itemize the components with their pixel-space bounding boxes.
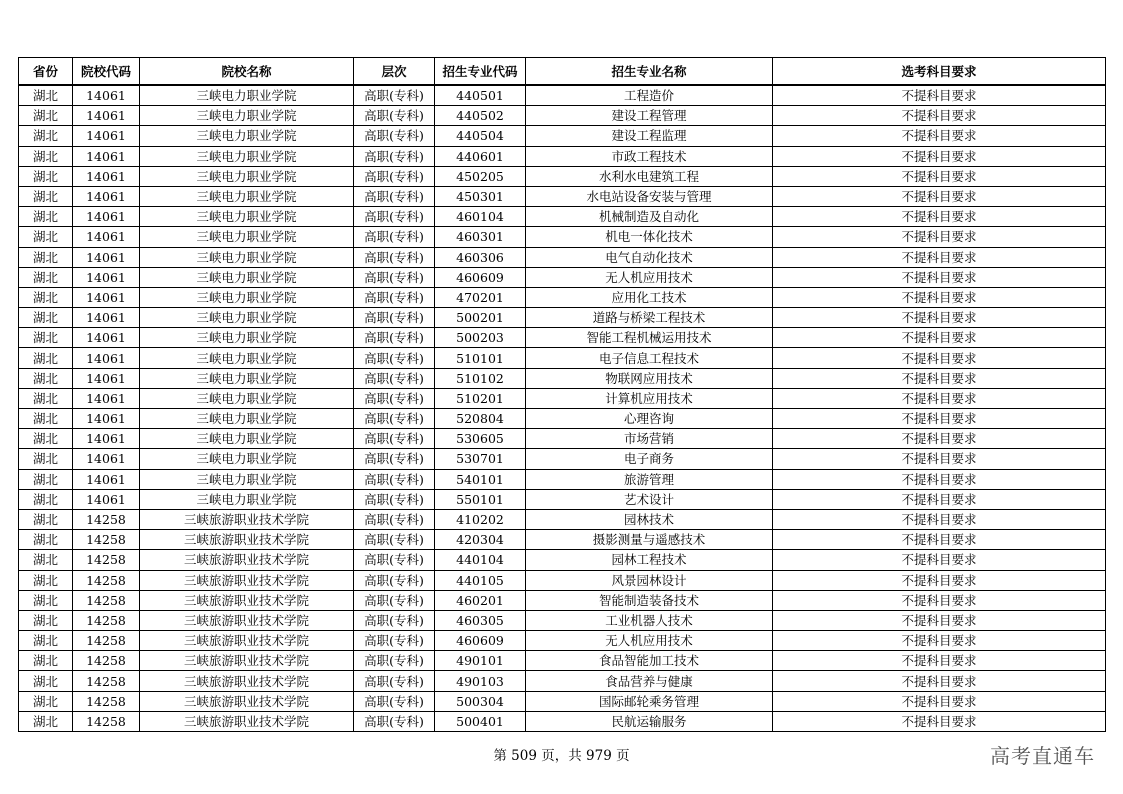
cell-level: 高职(专科)	[354, 469, 435, 489]
table-row	[19, 409, 1106, 429]
cell-province: 湖北	[19, 610, 73, 630]
cell-subject-requirement: 不提科目要求	[773, 449, 1106, 469]
cell-major-name: 市场营销	[526, 429, 773, 449]
cell-major-code: 440104	[435, 550, 526, 570]
cell-level: 高职(专科)	[354, 550, 435, 570]
table-row	[19, 671, 1106, 691]
table-row	[19, 590, 1106, 610]
cell-major-code: 530701	[435, 449, 526, 469]
cell-major-name: 道路与桥梁工程技术	[526, 308, 773, 328]
cell-subject-requirement: 不提科目要求	[773, 186, 1106, 206]
table-row	[19, 550, 1106, 570]
cell-major-code: 460104	[435, 207, 526, 227]
cell-major-code: 440105	[435, 570, 526, 590]
cell-major-code: 540101	[435, 469, 526, 489]
cell-school-name: 三峡旅游职业技术学院	[140, 631, 354, 651]
cell-major-code: 490101	[435, 651, 526, 671]
cell-province: 湖北	[19, 409, 73, 429]
cell-subject-requirement: 不提科目要求	[773, 469, 1106, 489]
cell-province: 湖北	[19, 691, 73, 711]
header-major-name: 招生专业名称	[526, 58, 773, 86]
cell-school-name: 三峡电力职业学院	[140, 449, 354, 469]
cell-major-name: 艺术设计	[526, 489, 773, 509]
cell-school-name: 三峡旅游职业技术学院	[140, 651, 354, 671]
cell-major-name: 旅游管理	[526, 469, 773, 489]
cell-level: 高职(专科)	[354, 186, 435, 206]
cell-school-name: 三峡电力职业学院	[140, 207, 354, 227]
cell-level: 高职(专科)	[354, 610, 435, 630]
cell-level: 高职(专科)	[354, 388, 435, 408]
cell-province: 湖北	[19, 489, 73, 509]
cell-level: 高职(专科)	[354, 570, 435, 590]
cell-subject-requirement: 不提科目要求	[773, 429, 1106, 449]
cell-subject-requirement: 不提科目要求	[773, 570, 1106, 590]
header-major-code: 招生专业代码	[435, 58, 526, 86]
cell-major-name: 民航运输服务	[526, 711, 773, 731]
table-body	[19, 85, 1106, 732]
cell-major-name: 建设工程管理	[526, 106, 773, 126]
cell-subject-requirement: 不提科目要求	[773, 328, 1106, 348]
cell-school-name: 三峡旅游职业技术学院	[140, 691, 354, 711]
cell-level: 高职(专科)	[354, 227, 435, 247]
cell-major-name: 工业机器人技术	[526, 610, 773, 630]
cell-major-name: 智能制造装备技术	[526, 590, 773, 610]
cell-subject-requirement: 不提科目要求	[773, 388, 1106, 408]
cell-level: 高职(专科)	[354, 146, 435, 166]
cell-major-code: 450205	[435, 166, 526, 186]
cell-subject-requirement: 不提科目要求	[773, 550, 1106, 570]
cell-major-code: 500201	[435, 308, 526, 328]
cell-province: 湖北	[19, 247, 73, 267]
cell-subject-requirement: 不提科目要求	[773, 247, 1106, 267]
cell-major-code: 420304	[435, 530, 526, 550]
cell-province: 湖北	[19, 631, 73, 651]
cell-school-code: 14061	[73, 227, 140, 247]
cell-major-code: 520804	[435, 409, 526, 429]
cell-level: 高职(专科)	[354, 267, 435, 287]
cell-school-code: 14061	[73, 166, 140, 186]
cell-province: 湖北	[19, 348, 73, 368]
cell-province: 湖北	[19, 449, 73, 469]
cell-major-name: 园林工程技术	[526, 550, 773, 570]
cell-school-code: 14061	[73, 429, 140, 449]
cell-major-name: 机电一体化技术	[526, 227, 773, 247]
cell-major-name: 园林技术	[526, 509, 773, 529]
cell-level: 高职(专科)	[354, 328, 435, 348]
cell-school-code: 14258	[73, 631, 140, 651]
cell-major-name: 心理咨询	[526, 409, 773, 429]
cell-province: 湖北	[19, 469, 73, 489]
cell-province: 湖北	[19, 267, 73, 287]
cell-level: 高职(专科)	[354, 590, 435, 610]
cell-school-name: 三峡电力职业学院	[140, 166, 354, 186]
cell-school-name: 三峡电力职业学院	[140, 388, 354, 408]
cell-school-name: 三峡旅游职业技术学院	[140, 509, 354, 529]
cell-school-code: 14061	[73, 368, 140, 388]
cell-school-code: 14061	[73, 469, 140, 489]
cell-level: 高职(专科)	[354, 631, 435, 651]
cell-level: 高职(专科)	[354, 711, 435, 731]
table-row	[19, 691, 1106, 711]
cell-major-code: 440501	[435, 85, 526, 106]
cell-major-code: 460609	[435, 631, 526, 651]
table-row	[19, 509, 1106, 529]
table-row	[19, 247, 1106, 267]
header-province: 省份	[19, 58, 73, 86]
cell-major-name: 计算机应用技术	[526, 388, 773, 408]
cell-school-code: 14258	[73, 530, 140, 550]
cell-major-name: 电子信息工程技术	[526, 348, 773, 368]
cell-school-name: 三峡电力职业学院	[140, 287, 354, 307]
cell-province: 湖北	[19, 106, 73, 126]
cell-school-name: 三峡电力职业学院	[140, 85, 354, 106]
cell-province: 湖北	[19, 368, 73, 388]
cell-level: 高职(专科)	[354, 409, 435, 429]
cell-major-code: 460201	[435, 590, 526, 610]
table-row	[19, 348, 1106, 368]
table-row	[19, 287, 1106, 307]
cell-school-name: 三峡电力职业学院	[140, 126, 354, 146]
table-row	[19, 469, 1106, 489]
cell-major-code: 490103	[435, 671, 526, 691]
cell-school-code: 14061	[73, 308, 140, 328]
cell-school-name: 三峡旅游职业技术学院	[140, 550, 354, 570]
cell-school-name: 三峡旅游职业技术学院	[140, 570, 354, 590]
cell-major-code: 470201	[435, 287, 526, 307]
table-row	[19, 267, 1106, 287]
cell-school-name: 三峡电力职业学院	[140, 106, 354, 126]
cell-level: 高职(专科)	[354, 126, 435, 146]
table-row	[19, 85, 1106, 106]
table-row	[19, 146, 1106, 166]
table-row	[19, 570, 1106, 590]
cell-province: 湖北	[19, 711, 73, 731]
cell-subject-requirement: 不提科目要求	[773, 348, 1106, 368]
cell-school-code: 14061	[73, 449, 140, 469]
table-row	[19, 227, 1106, 247]
table-row	[19, 711, 1106, 731]
cell-major-name: 智能工程机械运用技术	[526, 328, 773, 348]
cell-subject-requirement: 不提科目要求	[773, 489, 1106, 509]
cell-subject-requirement: 不提科目要求	[773, 509, 1106, 529]
cell-major-code: 500401	[435, 711, 526, 731]
cell-major-code: 440601	[435, 146, 526, 166]
cell-level: 高职(专科)	[354, 287, 435, 307]
header-level: 层次	[354, 58, 435, 86]
cell-subject-requirement: 不提科目要求	[773, 368, 1106, 388]
table-row	[19, 126, 1106, 146]
cell-school-name: 三峡电力职业学院	[140, 348, 354, 368]
cell-major-name: 应用化工技术	[526, 287, 773, 307]
cell-level: 高职(专科)	[354, 85, 435, 106]
cell-major-code: 460301	[435, 227, 526, 247]
cell-major-code: 460609	[435, 267, 526, 287]
table-row	[19, 610, 1106, 630]
cell-province: 湖北	[19, 388, 73, 408]
cell-school-name: 三峡电力职业学院	[140, 429, 354, 449]
cell-province: 湖北	[19, 85, 73, 106]
cell-level: 高职(专科)	[354, 691, 435, 711]
cell-school-name: 三峡电力职业学院	[140, 227, 354, 247]
header-school-code: 院校代码	[73, 58, 140, 86]
cell-major-name: 机械制造及自动化	[526, 207, 773, 227]
table-row	[19, 368, 1106, 388]
cell-level: 高职(专科)	[354, 368, 435, 388]
table-row	[19, 449, 1106, 469]
cell-subject-requirement: 不提科目要求	[773, 631, 1106, 651]
cell-level: 高职(专科)	[354, 348, 435, 368]
cell-subject-requirement: 不提科目要求	[773, 287, 1106, 307]
cell-major-code: 510102	[435, 368, 526, 388]
cell-province: 湖北	[19, 550, 73, 570]
cell-province: 湖北	[19, 590, 73, 610]
cell-province: 湖北	[19, 126, 73, 146]
cell-subject-requirement: 不提科目要求	[773, 691, 1106, 711]
cell-major-name: 摄影测量与遥感技术	[526, 530, 773, 550]
cell-subject-requirement: 不提科目要求	[773, 227, 1106, 247]
cell-major-name: 电气自动化技术	[526, 247, 773, 267]
cell-school-code: 14258	[73, 651, 140, 671]
admission-table	[18, 57, 1106, 732]
cell-school-code: 14061	[73, 409, 140, 429]
cell-school-name: 三峡电力职业学院	[140, 146, 354, 166]
cell-school-name: 三峡旅游职业技术学院	[140, 590, 354, 610]
cell-school-name: 三峡电力职业学院	[140, 247, 354, 267]
cell-province: 湖北	[19, 328, 73, 348]
table-row	[19, 631, 1106, 651]
table-header-row	[19, 58, 1106, 86]
cell-school-code: 14258	[73, 509, 140, 529]
cell-school-name: 三峡电力职业学院	[140, 469, 354, 489]
cell-school-code: 14061	[73, 267, 140, 287]
cell-major-code: 500203	[435, 328, 526, 348]
cell-major-name: 国际邮轮乘务管理	[526, 691, 773, 711]
table-row	[19, 388, 1106, 408]
cell-subject-requirement: 不提科目要求	[773, 267, 1106, 287]
cell-subject-requirement: 不提科目要求	[773, 207, 1106, 227]
cell-school-name: 三峡电力职业学院	[140, 186, 354, 206]
cell-subject-requirement: 不提科目要求	[773, 106, 1106, 126]
cell-province: 湖北	[19, 429, 73, 449]
cell-subject-requirement: 不提科目要求	[773, 671, 1106, 691]
cell-level: 高职(专科)	[354, 207, 435, 227]
cell-level: 高职(专科)	[354, 671, 435, 691]
cell-subject-requirement: 不提科目要求	[773, 126, 1106, 146]
cell-school-code: 14061	[73, 388, 140, 408]
cell-level: 高职(专科)	[354, 509, 435, 529]
cell-major-name: 食品智能加工技术	[526, 651, 773, 671]
cell-major-code: 530605	[435, 429, 526, 449]
cell-major-name: 建设工程监理	[526, 126, 773, 146]
cell-major-name: 电子商务	[526, 449, 773, 469]
cell-major-code: 410202	[435, 509, 526, 529]
cell-school-name: 三峡电力职业学院	[140, 267, 354, 287]
table-row	[19, 489, 1106, 509]
cell-subject-requirement: 不提科目要求	[773, 711, 1106, 731]
cell-school-code: 14258	[73, 550, 140, 570]
cell-province: 湖北	[19, 671, 73, 691]
cell-school-name: 三峡旅游职业技术学院	[140, 671, 354, 691]
cell-school-name: 三峡电力职业学院	[140, 489, 354, 509]
cell-level: 高职(专科)	[354, 166, 435, 186]
cell-level: 高职(专科)	[354, 106, 435, 126]
cell-school-code: 14061	[73, 287, 140, 307]
cell-school-code: 14061	[73, 207, 140, 227]
cell-province: 湖北	[19, 570, 73, 590]
table-row	[19, 530, 1106, 550]
cell-level: 高职(专科)	[354, 247, 435, 267]
cell-province: 湖北	[19, 227, 73, 247]
cell-major-code: 440502	[435, 106, 526, 126]
cell-school-code: 14061	[73, 247, 140, 267]
cell-major-name: 风景园林设计	[526, 570, 773, 590]
cell-school-code: 14258	[73, 590, 140, 610]
cell-level: 高职(专科)	[354, 530, 435, 550]
table-row	[19, 328, 1106, 348]
cell-major-name: 物联网应用技术	[526, 368, 773, 388]
header-school-name: 院校名称	[140, 58, 354, 86]
cell-province: 湖北	[19, 308, 73, 328]
cell-province: 湖北	[19, 287, 73, 307]
cell-school-code: 14258	[73, 671, 140, 691]
cell-major-code: 510201	[435, 388, 526, 408]
cell-major-name: 食品营养与健康	[526, 671, 773, 691]
cell-school-code: 14258	[73, 570, 140, 590]
cell-school-name: 三峡电力职业学院	[140, 328, 354, 348]
cell-school-code: 14061	[73, 146, 140, 166]
cell-school-name: 三峡电力职业学院	[140, 368, 354, 388]
cell-major-name: 市政工程技术	[526, 146, 773, 166]
cell-school-code: 14061	[73, 106, 140, 126]
page-number: 第 509 页，共 979 页	[493, 748, 630, 764]
cell-subject-requirement: 不提科目要求	[773, 590, 1106, 610]
cell-province: 湖北	[19, 166, 73, 186]
cell-province: 湖北	[19, 146, 73, 166]
cell-school-name: 三峡旅游职业技术学院	[140, 711, 354, 731]
cell-school-code: 14061	[73, 328, 140, 348]
cell-school-code: 14061	[73, 85, 140, 106]
cell-major-code: 460305	[435, 610, 526, 630]
cell-province: 湖北	[19, 186, 73, 206]
cell-major-code: 460306	[435, 247, 526, 267]
cell-school-name: 三峡电力职业学院	[140, 409, 354, 429]
cell-subject-requirement: 不提科目要求	[773, 409, 1106, 429]
cell-subject-requirement: 不提科目要求	[773, 530, 1106, 550]
cell-province: 湖北	[19, 530, 73, 550]
cell-province: 湖北	[19, 509, 73, 529]
watermark-text: 高考直通车	[990, 744, 1095, 768]
table-row	[19, 106, 1106, 126]
table-row	[19, 429, 1106, 449]
table-row	[19, 166, 1106, 186]
cell-major-code: 510101	[435, 348, 526, 368]
cell-level: 高职(专科)	[354, 651, 435, 671]
cell-school-code: 14061	[73, 186, 140, 206]
cell-major-name: 无人机应用技术	[526, 267, 773, 287]
cell-school-code: 14258	[73, 610, 140, 630]
cell-major-name: 无人机应用技术	[526, 631, 773, 651]
cell-subject-requirement: 不提科目要求	[773, 610, 1106, 630]
cell-school-code: 14061	[73, 489, 140, 509]
cell-school-code: 14258	[73, 691, 140, 711]
cell-major-code: 450301	[435, 186, 526, 206]
cell-level: 高职(专科)	[354, 449, 435, 469]
cell-major-name: 工程造价	[526, 85, 773, 106]
cell-school-code: 14258	[73, 711, 140, 731]
table-row	[19, 186, 1106, 206]
cell-subject-requirement: 不提科目要求	[773, 651, 1106, 671]
cell-school-name: 三峡旅游职业技术学院	[140, 530, 354, 550]
header-subject-requirement: 选考科目要求	[773, 58, 1106, 86]
cell-level: 高职(专科)	[354, 429, 435, 449]
cell-major-name: 水利水电建筑工程	[526, 166, 773, 186]
cell-school-code: 14061	[73, 126, 140, 146]
cell-major-code: 440504	[435, 126, 526, 146]
table-row	[19, 207, 1106, 227]
cell-school-name: 三峡电力职业学院	[140, 308, 354, 328]
cell-school-name: 三峡旅游职业技术学院	[140, 610, 354, 630]
cell-school-code: 14061	[73, 348, 140, 368]
cell-major-name: 水电站设备安装与管理	[526, 186, 773, 206]
cell-subject-requirement: 不提科目要求	[773, 146, 1106, 166]
cell-subject-requirement: 不提科目要求	[773, 85, 1106, 106]
cell-subject-requirement: 不提科目要求	[773, 308, 1106, 328]
cell-subject-requirement: 不提科目要求	[773, 166, 1106, 186]
table-row	[19, 308, 1106, 328]
cell-province: 湖北	[19, 207, 73, 227]
cell-major-code: 500304	[435, 691, 526, 711]
cell-province: 湖北	[19, 651, 73, 671]
cell-major-code: 550101	[435, 489, 526, 509]
cell-level: 高职(专科)	[354, 308, 435, 328]
table-row	[19, 651, 1106, 671]
cell-level: 高职(专科)	[354, 489, 435, 509]
